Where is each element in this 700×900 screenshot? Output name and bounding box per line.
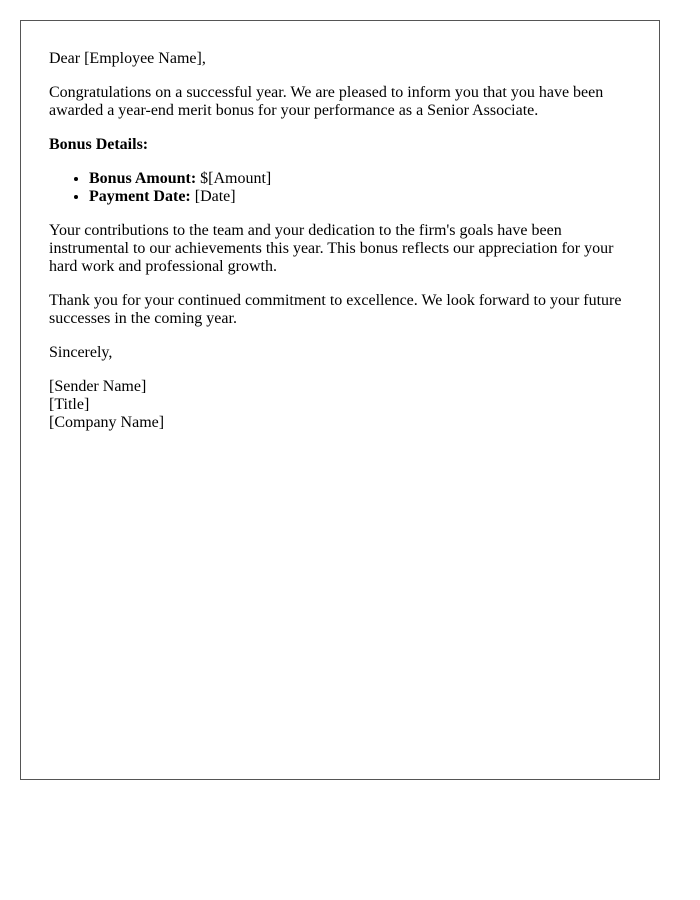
intro-paragraph: Congratulations on a successful year. We are pleased to inform you that you have been awarded a year-end merit bonus for your performance as a Senior Associate. xyxy=(49,84,604,119)
appreciation-paragraph: Your contributions to the team and your dedication to the firm's goals have been instrumental to our achievements this year. This bonus reflects our appreciation for your hard work and professional growth. xyxy=(49,222,614,275)
bonus-amount-label: Bonus Amount: xyxy=(89,170,197,187)
closing-paragraph: Thank you for your continued commitment to excellence. We look forward to your future successes in the coming year. xyxy=(49,292,622,327)
sender-name: [Sender Name] xyxy=(49,378,147,395)
letter-frame xyxy=(20,20,660,780)
payment-date-label: Payment Date: xyxy=(89,188,191,205)
bonus-details-heading: Bonus Details: xyxy=(49,136,149,153)
sign-off: Sincerely, xyxy=(49,344,113,361)
signature-block xyxy=(49,378,631,432)
salutation: Dear [Employee Name], xyxy=(49,50,206,67)
company-name: [Company Name] xyxy=(49,414,165,431)
bonus-details-list xyxy=(49,170,631,206)
payment-date-item xyxy=(89,188,631,206)
payment-date-value: [Date] xyxy=(190,188,236,205)
bonus-amount-item xyxy=(89,170,631,188)
bonus-amount-value: $[Amount] xyxy=(196,170,272,187)
sender-title: [Title] xyxy=(49,396,90,413)
